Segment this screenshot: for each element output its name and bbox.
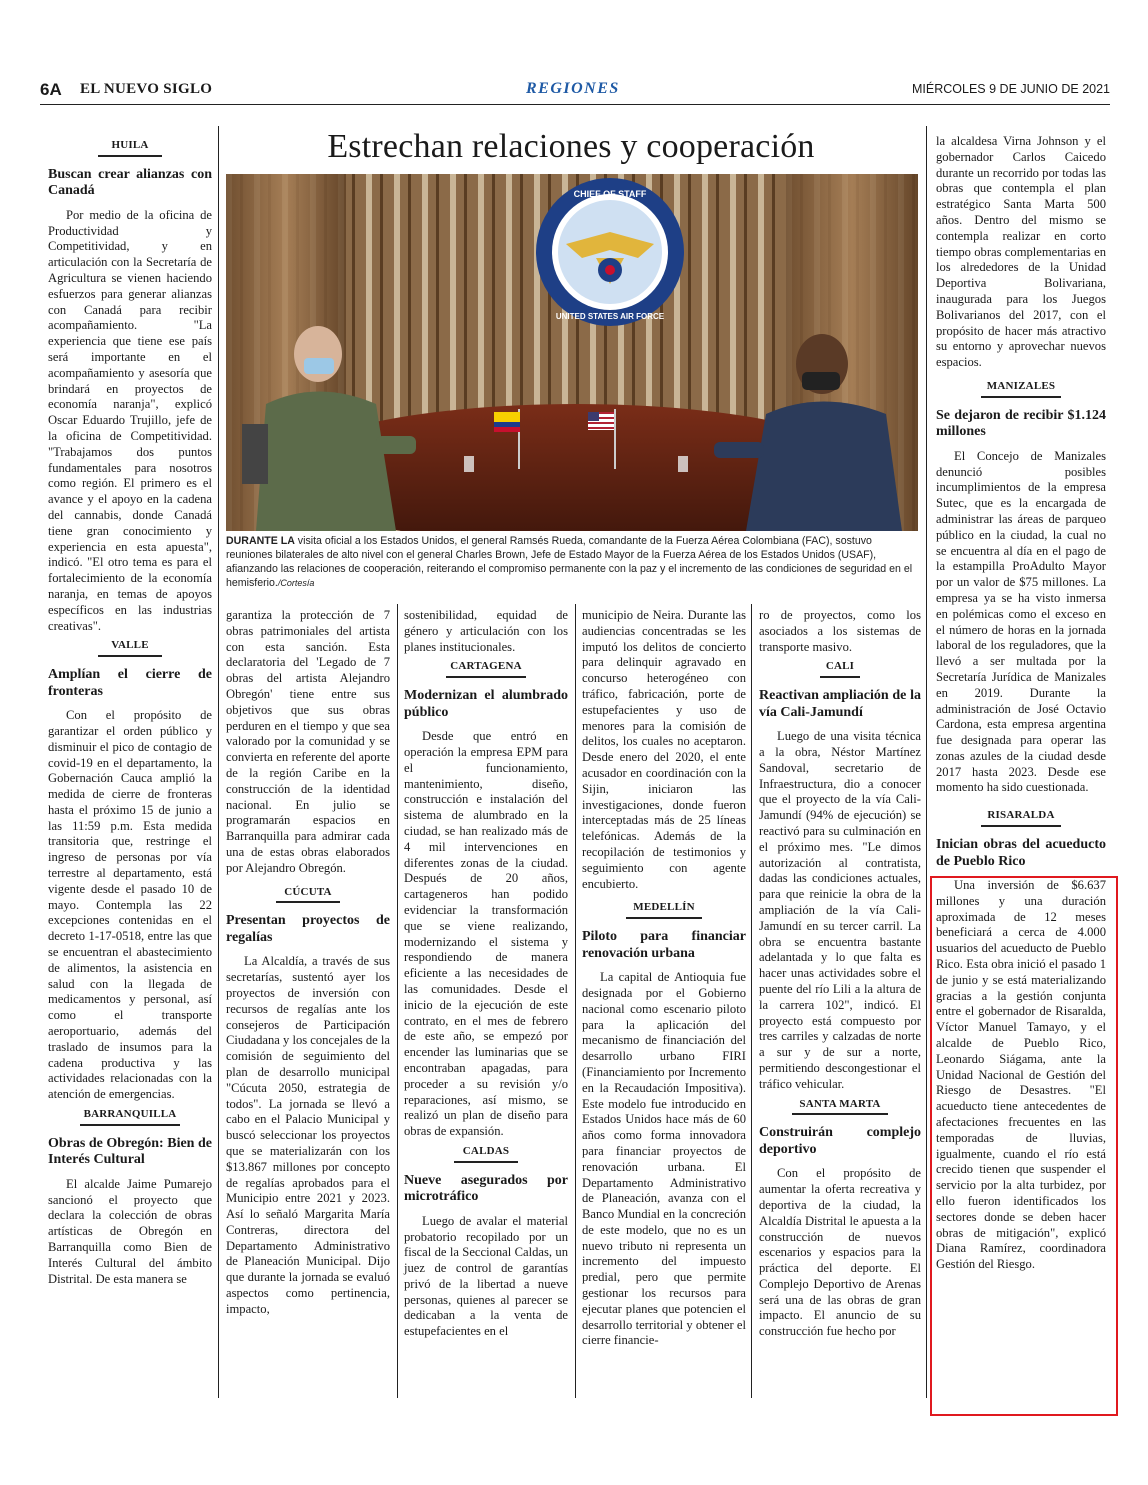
- article-title-medellin: Piloto para financiar renovación urbana: [582, 929, 746, 961]
- article-body-barranquilla: El alcalde Jaime Pumarejo sancionó el proyecto que declara la colección de obras artísticas de Obregón en Barranquilla como Bien de Interés Cultural del ámbito Distrital. De esta manera se: [48, 1176, 212, 1286]
- column-divider: [751, 604, 752, 1398]
- section-tag-cucuta: CÚCUTA: [276, 885, 340, 904]
- article-title-manizales: Se dejaron de recibir $1.124 millones: [936, 407, 1106, 440]
- article-body-valle: Con el propósito de garantizar el orden público y disminuir el pico de contagio de covid-19 en el departamento, la Gobernación Cauca amplió la medida de cierre de fronteras hasta el próximo 15 de junio a las 11:59 p.m. Esta medida transitoria que, restringe el ingreso de personas por vía terrestre al departamento, está vigente desde el pasado 10 de mayo. Contempla las 22 excepciones contenidas en el decreto 1-17-0518, entre las que se encuentran el abastecimiento de alimentos, la asistencia en salud con la llegada de medicamentos y personal, así como el transporte aeroportuario, además del traslado de insumos para la cadena productiva y las actividades relacionadas con la atención de emergencias.: [48, 708, 212, 1102]
- section-tag-manizales: MANIZALES: [981, 379, 1061, 398]
- section-tag-valle: VALLE: [98, 638, 162, 657]
- section-tag-medellin: MEDELLÍN: [626, 900, 702, 919]
- article-body-medellin: La capital de Antioquia fue designada por el Gobierno nacional como escenario piloto para la aplicación del mecanismo de financiación del desarrollo urbano FIRI (Financiamiento por Incremento en la Recaudación Impositiva). Este modelo fue introducido en Estados Unidos hace más de 60 años como forma innovadora para financiar proyectos de renovación urbana. El Departamento Administrativo de Planeación, avanza con el Banco Mundial en la concreción de este modelo, que no es un nuevo tributo ni representa un incremento del impuesto predial, pero que permite gestionar los recursos para ejecutar planes que potencien el desarrollo territorial y obtener el cierre financie-: [582, 970, 746, 1348]
- article-body-caldas: Luego de avalar el material probatorio recopilado por un fiscal de la Seccional Caldas, un juez de control de garantías privó de la libertad a nueve personas, quienes al parecer se dedicaban a la venta de estupefacientes en el: [404, 1213, 568, 1339]
- article-title-cali: Reactivan ampliación de la vía Cali-Jamundí: [759, 688, 921, 720]
- article-body-santa-marta-cont: la alcaldesa Virna Johnson y el gobernador Carlos Caicedo durante un recorrido por todas las obras que contempla el plan estratégico Santa Marta 500 años. Dentro del mismo se contempla realizar en corto tiempo obras complementarias en los alrededores de la Unidad Deportiva Bolivariana, inaugurada para los Juegos Bolivarianos del 2017, con el propósito de hacer más atractivo su entorno y aprovechar nuevos espacios.: [936, 134, 1106, 370]
- header-rule: [40, 104, 1110, 105]
- article-title-cucuta: Presentan proyectos de regalías: [226, 913, 390, 945]
- column-2: [226, 608, 390, 1318]
- main-headline: Estrechan relaciones y cooperación: [327, 128, 815, 165]
- article-title-santa-marta: Construirán complejo deportivo: [759, 1125, 921, 1157]
- article-body-caldas-cont: municipio de Neira. Durante las audiencias concentradas se les imputó los delitos de concierto para delinquir agravado en concurso heterogéneo con tráfico, fabricación, porte de estupefacientes y uso de menores para la comisión de delitos, los cuales no aceptaron. Desde enero del 2020, el ente acusador en coordinación con la Sijin, iniciaron las investigaciones, donde fueron interceptadas más de 25 líneas telefónicas. Además de la recopilación de testimonios y seguimiento con agente encubierto.: [582, 608, 746, 891]
- column-divider: [397, 604, 398, 1398]
- emblem-bottom-text: UNITED STATES AIR FORCE: [555, 312, 665, 321]
- article-body-cartagena: Desde que entró en operación la empresa EPM para el funcionamiento, mantenimiento, diseño, construcción e instalación del sistema de alumbrado en la ciudad, se han realizado más de 4 mil intervenciones en diferentes zonas de la ciudad. Después de 20 años, cartageneros han podido evidenciar la transformación que se viene realizando, modernizando el sistema y respondiendo de manera eficiente a las necesidades de las comunidades. Desde el inicio de la ejecución de este contrato, en el mes de febrero de este año, se empezó por encender las luminarias que se encontraban apagadas, para proceder a su revisión y/o reparaciones, así mismo, se realizó un plan de diseño para obras de expansión.: [404, 729, 568, 1139]
- article-body-santa-marta: Con el propósito de aumentar la oferta recreativa y deportiva de la ciudad, la Alcaldía Distrital le apuesta a la construcción de nuevos escenarios y espacios para la práctica del deporte. El Complejo Deportivo de Arenas será una de las obras de gran impacto. El anuncio de su construcción fue hecho por: [759, 1166, 921, 1339]
- article-title-risaralda: Inician obras del acueducto de Pueblo Rico: [936, 837, 1106, 869]
- section-tag-cali: CALI: [820, 659, 860, 678]
- column-divider: [575, 604, 576, 1398]
- emblem-top-text: CHIEF OF STAFF: [573, 189, 647, 199]
- photo-caption: [226, 534, 918, 590]
- article-title-caldas: Nueve asegurados por microtráfico: [404, 1172, 568, 1205]
- main-photo: [226, 174, 918, 531]
- article-body-cucuta-cont: sostenibilidad, equidad de género y articulación con los planes institucionales.: [404, 608, 568, 654]
- article-body-cali: Luego de una visita técnica a la obra, Néstor Martínez Sandoval, secretario de Infraestructura, dio a conocer que el proyecto de la vía Cali-Jamundí (94% de ejecución) se reactivó para su culminación en el próximo mes. "Le dimos autorización al contratista, dadas las condiciones actuales, para que reinicie la obra de la ampliación de la vía Cali-Jamundí en su tercer carril. La obra se encuentra bastante adelantada y lo que falta es hacer unas actividades sobre el puente del río Lili a la altura de la carrera 102", indicó. El proyecto está compuesto por tres carriles y calzadas de norte a sur y de sur a norte, permitiendo descongestionar el tráfico vehicular.: [759, 729, 921, 1091]
- section-name: REGIONES: [526, 80, 620, 97]
- column-divider: [926, 126, 927, 1398]
- caption-lead: DURANTE LA: [226, 535, 295, 547]
- highlight-box: [930, 876, 1118, 1416]
- page-header: [40, 78, 1110, 104]
- article-title-cartagena: Modernizan el alumbrado público: [404, 688, 568, 720]
- article-title-barranquilla: Obras de Obregón: Bien de Interés Cultural: [48, 1135, 212, 1168]
- column-divider: [218, 126, 219, 1398]
- article-body-cucuta: La Alcaldía, a través de sus secretarías, sustentó ayer los proyectos de inversión con recursos de regalías ante los consejeros de Participación Ciudadana y los concejales de la comisión de seguimiento del plan de desarrollo municipal "Cúcuta 2050, estrategia de todos". La jornada se llevó a cabo en el Palacio Municipal y buscó seleccionar los proyectos que se materializarán con los $13.867 millones por concepto de regalías aprobados para el Municipio entre 2021 y 2023. Así lo señaló Margarita María Contreras, directora del Departamento Administrativo de Planeación Municipal. Dijo que durante la jornada se evaluó aspectos como pertinencia, impacto,: [226, 954, 391, 1316]
- publication-name: EL NUEVO SIGLO: [80, 81, 213, 97]
- section-tag-santa-marta: SANTA MARTA: [792, 1097, 888, 1116]
- section-tag-barranquilla: BARRANQUILLA: [80, 1107, 180, 1126]
- article-title-valle: Amplían el cierre de fronteras: [48, 667, 212, 699]
- column-1: [48, 134, 212, 1287]
- meeting-photo-illustration: [226, 174, 918, 531]
- section-tag-cartagena: CARTAGENA: [446, 659, 526, 678]
- section-tag-caldas: CALDAS: [454, 1144, 518, 1163]
- article-title-huila: Buscan crear alianzas con Canadá: [48, 166, 212, 199]
- caption-text: visita oficial a los Estados Unidos, el general Ramsés Rueda, comandante de la Fuerza Aérea Colombiana (FAC), sostuvo reuniones bilaterales de alto nivel con el general Charles Brown, Jefe de Estado Mayor de la Fuerza Aérea de los Estados Unidos (USAF), afianzando las relaciones de cooperación, reiterando el compromiso permanente con la paz y el incremento de las condiciones de seguridad en el hemisferio.: [226, 535, 913, 589]
- section-tag-risaralda: RISARALDA: [981, 808, 1061, 827]
- column-3: [404, 608, 568, 1340]
- article-body-barranquilla-cont: garantiza la protección de 7 obras patrimoniales del artista con esta sanción. Esta declaratoria del 'Legado de 7 obras del artista Alejandro Obregón' tiene entre sus objetivos que sus obras perduren en el tiempo y que sea valorado por la comunidad y se convierta en referente del aporte de la región Caribe en la construcción de la identidad nacional. En julio se programarán espacios en Barranquilla para admirar cada una de estas obras elaborados por Alejandro Obregón.: [226, 608, 390, 875]
- section-tag-huila: HUILA: [98, 138, 162, 157]
- article-body-huila: Por medio de la oficina de Productividad y Competitividad, y en articulación con la Secretaría de Agricultura se vienen haciendo esfuerzos para generar alianzas con Canadá para recibir acompañamiento. "La experiencia que tiene ese país será importante en el acompañamiento y asesoría que brindará en proyectos de economía naranja", explicó Oscar Eduardo Trujillo, jefe de la oficina de Competitividad. "Trabajamos dos puntos fundamentales para nosotros como región. El primero es el avance y el apoyo en la cadena del cannabis, donde Canadá tiene gran conocimiento y experiencia en esta apuesta", indicó. "El otro tema es para el fortalecimiento de la economía naranja, en temas de apoyos específicos en las industrias creativas".: [48, 207, 212, 633]
- column-5: [759, 608, 921, 1340]
- photo-credit: /Cortesía: [277, 578, 315, 588]
- article-body-manizales: El Concejo de Manizales denunció posibles incumplimientos de la empresa Sutec, que es la encargada de administrar las áreas de parqueo público en la ciudad, la cual no se encuentra al día en el pago de la estampilla ProAdulto Mayor por un valor de $75 millones. La empresa ya se ha visto inmersa en polémicas como el exceso en el número de horas en la jornada laboral de los reguladores, que la llevó a ser multada por la Secretaría Jurídica de Manizales en 2019. Durante la administración de José Octavio Cardona, esta empresa argentina fue designada para operar las zonas azules de la ciudad desde 2017 hasta 2023. Desde ese momento ha sido cuestionada.: [936, 448, 1106, 795]
- issue-date: MIÉRCOLES 9 DE JUNIO DE 2021: [912, 82, 1110, 96]
- article-body-medellin-cont: ro de proyectos, como los asociados a los sistemas de transporte masivo.: [759, 608, 921, 654]
- page-number: 6A: [40, 80, 62, 99]
- article-body-risaralda: Una inversión de $6.637 millones y una duración aproximada de 12 meses beneficiará a cerca de 4.000 usuarios del acueducto de Pueblo Rico. Esta obra inició el pasado 1 de junio y se está materializando gracias a la gestión conjunta entre el gobernador de Risaralda, Víctor Manuel Tamayo, y el alcalde de Pueblo Rico, Leonardo Siágama, ante la Unidad Nacional de Gestión del Riesgo de Desastres. "El acueducto tiene antecedentes de afectaciones frecuentes en las temporadas de lluvias, igualmente, cuando el río está crecido tienen que suspender el servicio por la alta turbidez, por ello fueron identificados los sectores donde se deben hacer obras de mitigación", explicó Diana Ramírez, coordinadora Gestión del Riesgo.: [936, 878, 1106, 1272]
- column-4: [582, 608, 746, 1349]
